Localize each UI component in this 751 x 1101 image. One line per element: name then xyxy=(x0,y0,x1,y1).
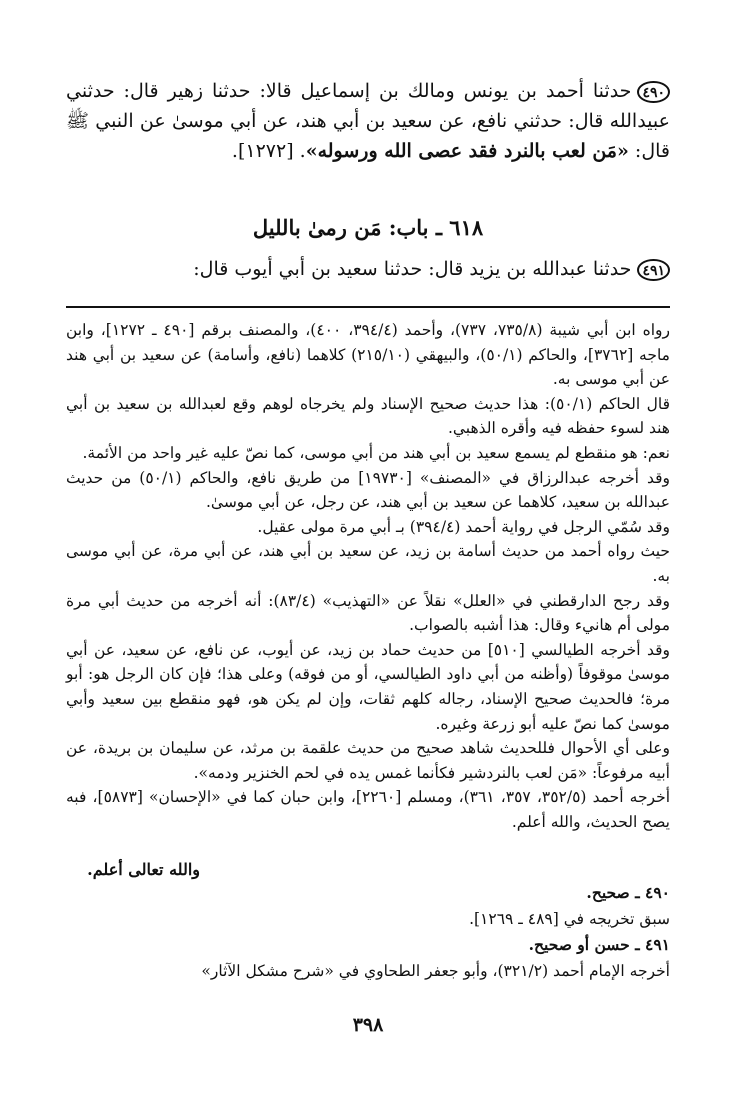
footnote-separator xyxy=(66,306,670,308)
footnote-paragraph: أخرجه أحمد (٣٥٢/٥، ٣٥٧، ٣٦١)، ومسلم [٢٢٦٠]، وابن حبان كما في «الإحسان» [٥٨٧٣]، فبه يصح الحديث، والله أعلم. xyxy=(66,788,670,831)
hadith-490-ref: . [١٢٧٢]. xyxy=(231,140,306,162)
footnote-paragraph: وقد رجح الدارقطني في «العلل» نقلاً عن «التهذيب» (٨٣/٤): أنه أخرجه من حديث أبي مرة مولى أم هانيء وقال: هذا أشبه بالصواب. xyxy=(66,591,670,635)
hadith-491-paragraph xyxy=(66,254,670,284)
signoff: والله تعالى أعلم. xyxy=(87,860,200,879)
chapter-title: ٦١٨ ـ باب: مَن رمىٰ بالليل xyxy=(252,215,484,240)
hadith-491-text: حدثنا عبدالله بن يزيد قال: حدثنا سعيد بن أبي أيوب قال: xyxy=(193,258,632,280)
footnote-paragraph: رواه ابن أبي شيبة (٧٣٥/٨، ٧٣٧)، وأحمد (٣٩٤/٤، ٤٠٠)، والمصنف برقم [٤٩٠ ـ ١٢٧٢]، وابن ماجه [٣٧٦٢]، والحاكم (٥٠/١)، والبيهقي (٢١٥/١٠) كلاهما (نافع، وأسامة) عن سعيد بن أبي هند عن أبي موسى به. xyxy=(66,321,670,389)
footnote-paragraph: وقد سُمّي الرجل في رواية أحمد (٣٩٤/٤) بـ أبي مرة مولى عقيل. xyxy=(257,517,670,536)
footnote-paragraph: وعلى أي الأحوال فللحديث شاهد صحيح من حديث علقمة بن مرثد، عن سليمان بن بريدة، عن أبيه مرفوعاً: «مَن لعب بالنردشير فكأنما غمس يده في لحم الخنزير ودمه». xyxy=(66,739,670,782)
takhrij-491-body: أخرجه الإمام أحمد (٣٢١/٢)، وأبو جعفر الطحاوي في «شرح مشكل الآثار» xyxy=(201,962,670,980)
footnote-paragraph: نعم: هو منقطع لم يسمع سعيد بن أبي هند من أبي موسى، كما نصّ عليه غير واحد من الأئمة. xyxy=(82,443,670,462)
page-number: ٣٩٨ xyxy=(352,1014,384,1036)
footnote-paragraph: وقد أخرجه عبدالرزاق في «المصنف» [١٩٧٣٠] من طريق نافع، والحاكم (٥٠/١) من حديث عبدالله بن سعيد، كلاهما عن سعيد بن أبي هند، عن رجل، عن أبي موسىٰ. xyxy=(66,468,670,512)
hadith-491-block xyxy=(66,254,670,284)
hadith-490-isnad: حدثنا أحمد بن يونس ومالك بن إسماعيل قالا: حدثنا زهير قال: حدثني عبيدالله قال: حدثني نافع، عن سعيد بن أبي هند، عن أبي موسىٰ عن النبي ﷺ قال: xyxy=(66,80,670,162)
footnote-paragraph: وقد أخرجه الطيالسي [٥١٠] من حديث حماد بن زيد، عن أيوب، عن نافع، عن سعيد، عن أبي موسىٰ موقوفاً (وأظنه من أبي داود الطيالسي، أو من فوقه) وعلى هذا؛ فإن كان الرجل هو: أبو مرة؛ فالحديث صحيح الإسناد، رجاله كلهم ثقات، وإن لم يكن هو، فهو منقطع بين سعيد وأبي موسىٰ كما نصّ عليه أبو زرعة وغيره. xyxy=(66,640,670,733)
hadith-490-matn: «مَن لعب بالنرد فقد عصى الله ورسوله» xyxy=(305,140,629,162)
hadith-490-block xyxy=(66,76,670,166)
footnote-paragraph: حيث رواه أحمد من حديث أسامة بن زيد، عن سعيد بن أبي هند، عن أبي مرة، عن أبي موسى به. xyxy=(66,542,670,585)
takhrij-section xyxy=(66,880,670,984)
footnote-paragraph: قال الحاكم (٥٠/١): هذا حديث صحيح الإسناد ولم يخرجاه لوهم وقع لعبدالله بن سعيد بن أبي هند لسوء حفظه فيه وأقره الذهبي. xyxy=(66,394,670,438)
takhrij-490-body: سبق تخريجه في [٤٨٩ ـ ١٢٦٩]. xyxy=(469,910,670,928)
takhrij-490-heading: ٤٩٠ ـ صحيح. xyxy=(586,883,670,902)
hadith-number-491: ٤٩١ xyxy=(637,259,670,281)
takhrij-491-heading: ٤٩١ ـ حسن أو صحيح. xyxy=(528,935,670,954)
hadith-number-490: ٤٩٠ xyxy=(637,81,670,103)
book-page xyxy=(66,0,670,1101)
footnotes xyxy=(66,318,670,834)
hadith-490-paragraph xyxy=(66,76,670,166)
